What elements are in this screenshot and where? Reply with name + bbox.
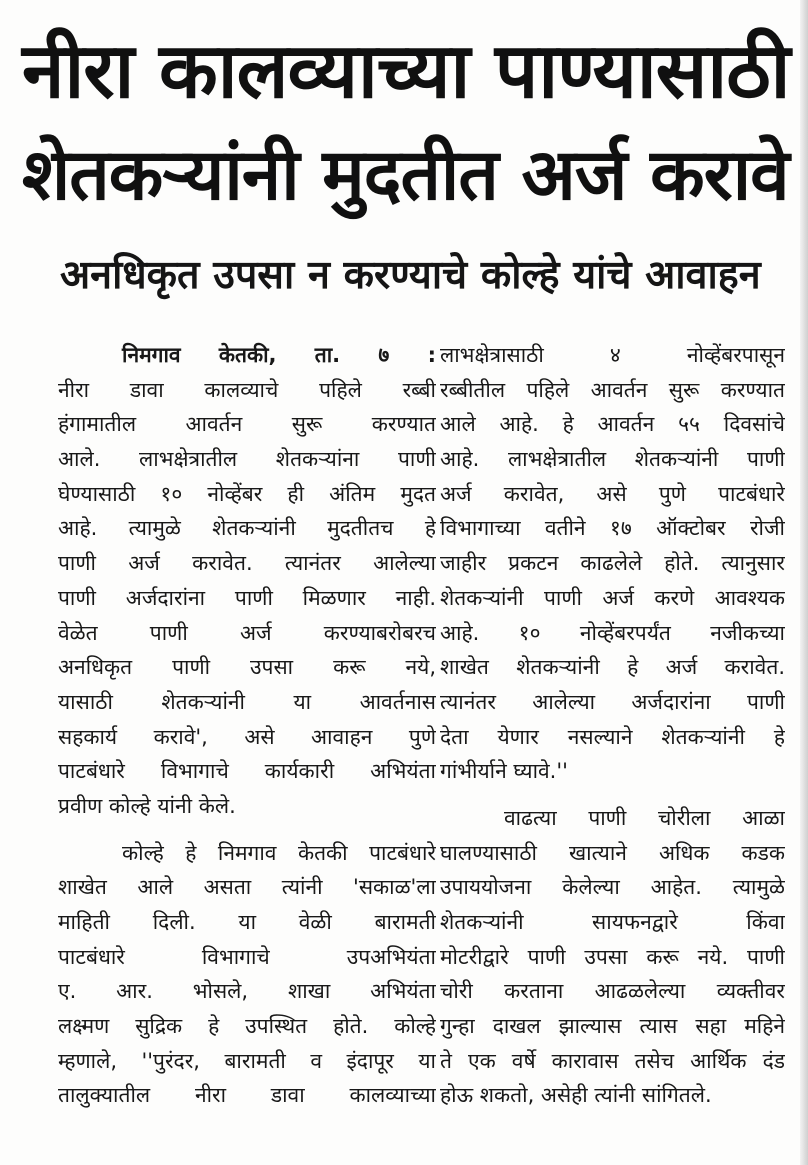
text-line: आले. लाभक्षेत्रातील शेतकऱ्यांना पाणी	[58, 447, 436, 472]
text-line: वाढत्या पाणी चोरीला आळा	[504, 805, 785, 830]
text-line: यासाठी शेतकऱ्यांनी या आवर्तनास	[58, 689, 436, 714]
text-line: वेळेत पाणी अर्ज करण्याबरोबरच	[58, 620, 436, 645]
text-line: आले आहे. हे आवर्तन ५५ दिवसांचे	[440, 412, 785, 437]
text-line: ए. आर. भोसले, शाखा अभियंता	[58, 979, 436, 1004]
text-line: आहे. १० नोव्हेंबरपर्यंत नजीकच्या	[440, 620, 785, 645]
text-line: मोटरीद्वारे पाणी उपसा करू नये. पाणी	[440, 944, 785, 969]
article-column-left	[58, 338, 436, 1113]
headline-line-1: नीरा कालव्याच्या पाण्यासाठी	[22, 27, 790, 116]
text-line: तालुक्यातील नीरा डावा कालव्याच्या	[58, 1083, 436, 1108]
text-line: हंगामातील आवर्तन सुरू करण्यात	[58, 412, 436, 437]
text-line: ते एक वर्षे कारावास तसेच आर्थिक दंड	[440, 1048, 785, 1073]
headline-line-2: शेतकऱ्यांनी मुदतीत अर्ज करावे	[22, 133, 789, 216]
article-column-right	[440, 338, 785, 1113]
text-line: चोरी करताना आढळलेल्या व्यक्तीवर	[440, 979, 785, 1004]
paragraph-gap	[440, 789, 785, 801]
text-line: माहिती दिली. या वेळी बारामती	[58, 910, 436, 934]
text-line: पाटबंधारे विभागाचे उपअभियंता	[58, 944, 436, 969]
text-line: शेतकऱ्यांनी पाणी अर्ज करणे आवश्यक	[440, 585, 785, 610]
paragraph-gap	[58, 824, 436, 836]
text-line: कोल्हे हे निमगाव केतकी पाटबंधारे	[122, 840, 436, 865]
dateline: निमगाव केतकी, ता. ७ :	[122, 343, 436, 367]
text-line: पाणी अर्जदारांना पाणी मिळणार नाही.	[58, 585, 436, 610]
text-line: अनधिकृत पाणी उपसा करू नये,	[58, 655, 436, 680]
text-line: लाभक्षेत्रासाठी ४ नोव्हेंबरपासून	[440, 343, 785, 367]
text-line: रब्बीतील पहिले आवर्तन सुरू करण्यात	[440, 377, 785, 402]
text-line: त्यानंतर आलेल्या अर्जदारांना पाणी	[440, 689, 785, 714]
text-line: आहे. त्यामुळे शेतकऱ्यांनी मुदतीतच हे	[58, 516, 436, 541]
text-line: नीरा डावा कालव्याचे पहिले रब्बी	[58, 377, 436, 402]
text-line: पाणी अर्ज करावेत. त्यानंतर आलेल्या	[58, 551, 436, 576]
page-edge-shadow	[800, 0, 808, 1165]
subheadline: अनधिकृत उपसा न करण्याचे कोल्हे यांचे आवाहन	[60, 252, 761, 298]
text-line: म्हणाले, ''पुरंदर, बारामती व इंदापूर या	[58, 1048, 436, 1073]
text-line: उपाययोजना केलेल्या आहेत. त्यामुळे	[440, 875, 785, 900]
text-line: जाहीर प्रकटन काढलेले होते. त्यानुसार	[440, 551, 785, 576]
text-line: सहकार्य करावे', असे आवाहन पुणे	[58, 724, 436, 749]
text-line: विभागाच्या वतीने १७ ऑक्टोबर रोजी	[440, 516, 785, 541]
text-line: अर्ज करावेत, असे पुणे पाटबंधारे	[440, 481, 785, 506]
text-line: शेतकऱ्यांनी सायफनद्वारे किंवा	[440, 910, 785, 934]
text-line: देता येणार नसल्याने शेतकऱ्यांनी हे	[440, 724, 785, 749]
text-line: गुन्हा दाखल झाल्यास त्यास सहा महिने	[440, 1014, 785, 1039]
text-line: आहे. लाभक्षेत्रातील शेतकऱ्यांनी पाणी	[440, 447, 785, 472]
text-line: घालण्यासाठी खात्याने अधिक कडक	[440, 840, 785, 865]
text-line: होऊ शकतो, असेही त्यांनी सांगितले.	[440, 1083, 712, 1108]
text-line: पाटबंधारे विभागाचे कार्यकारी अभियंता	[58, 759, 436, 784]
text-line: शाखेत आले असता त्यांनी 'सकाळ'ला	[58, 875, 436, 900]
text-line: प्रवीण कोल्हे यांनी केले.	[58, 793, 236, 818]
text-line: घेण्यासाठी १० नोव्हेंबर ही अंतिम मुदत	[58, 481, 436, 506]
text-line: लक्ष्मण सुद्रिक हे उपस्थित होते. कोल्हे	[58, 1014, 436, 1039]
text-line: शाखेत शेतकऱ्यांनी हे अर्ज करावेत.	[440, 655, 785, 680]
text-line: गांभीर्याने घ्यावे.''	[440, 759, 568, 784]
